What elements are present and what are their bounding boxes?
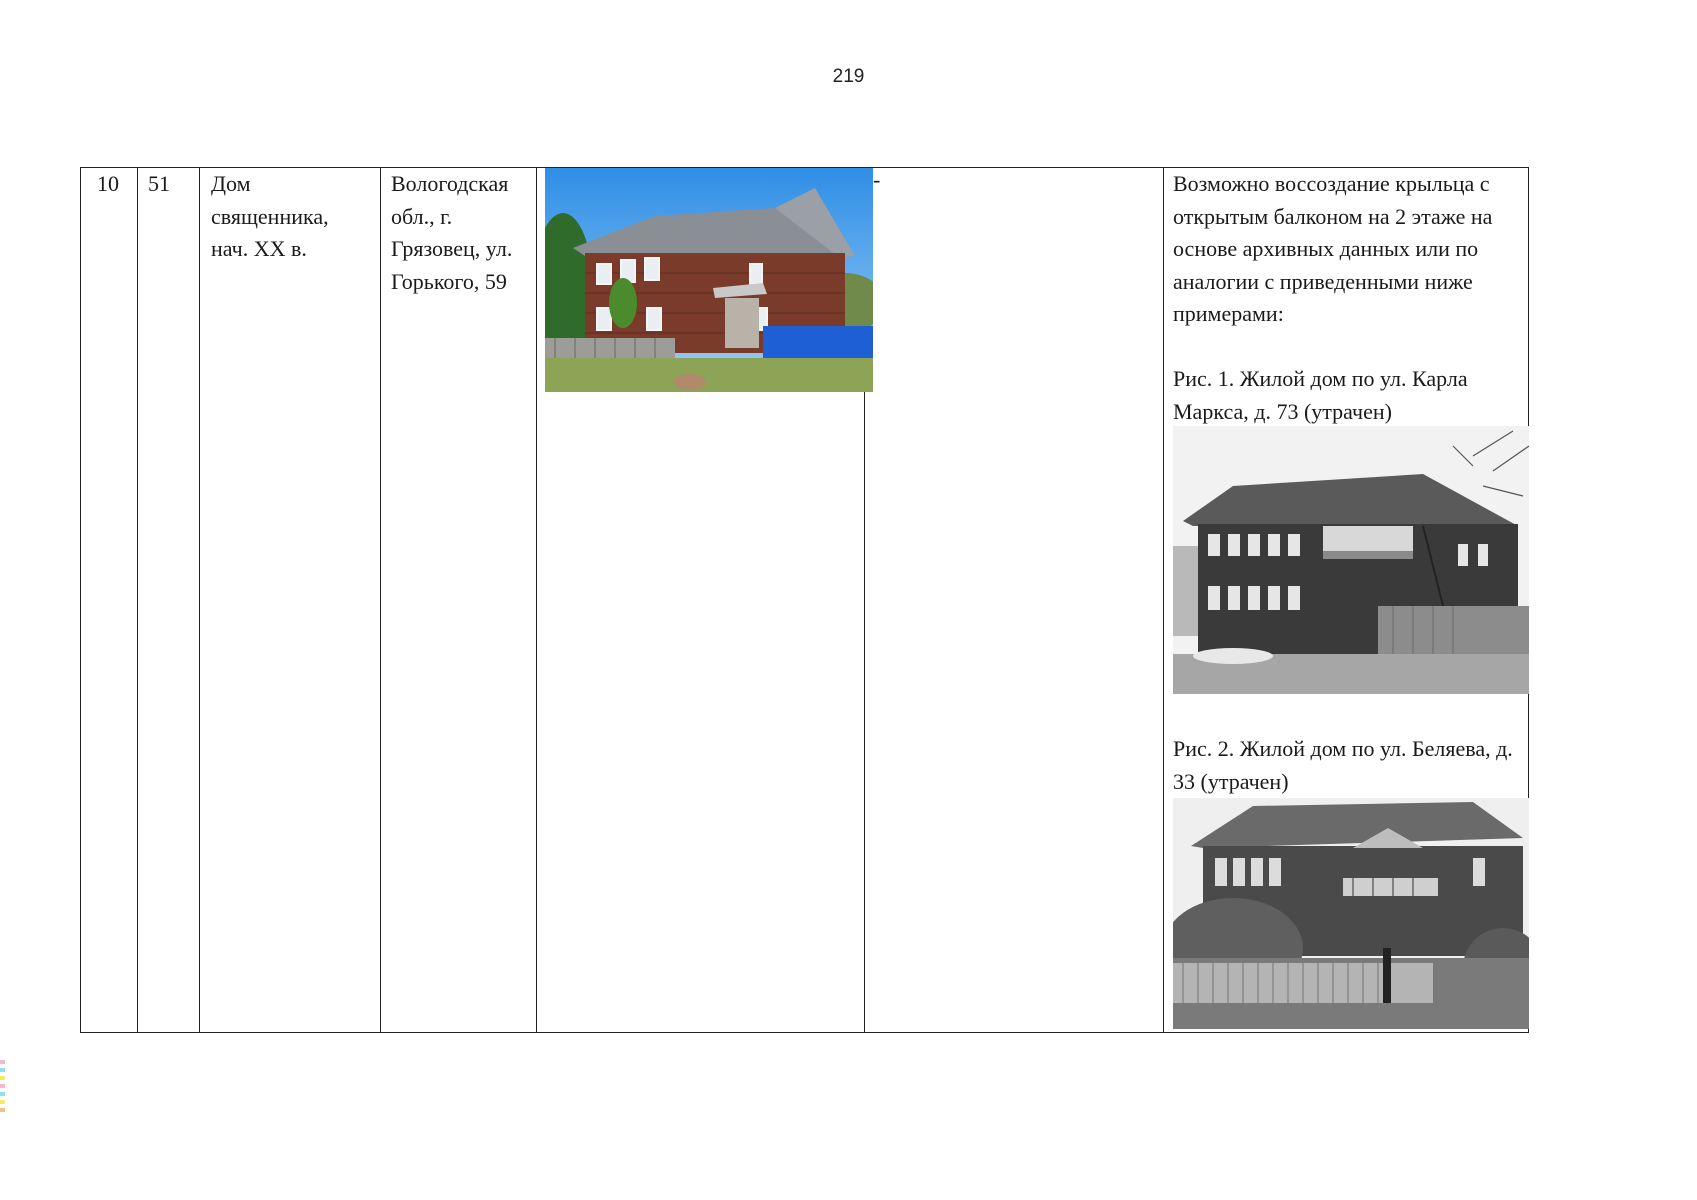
scan-color-marks bbox=[0, 1060, 6, 1190]
house-photo bbox=[545, 168, 873, 392]
empty-cell-dash: - bbox=[873, 167, 881, 192]
column-divider bbox=[380, 168, 381, 1032]
object-name: Дом священника, нач. XX в. bbox=[211, 171, 329, 261]
caption-fig-1: Рис. 1. Жилой дом по ул. Карла Маркса, д. 73 (утрачен) bbox=[1173, 366, 1468, 424]
caption-fig-2: Рис. 2. Жилой дом по ул. Беляева, д. 33 (утрачен) bbox=[1173, 736, 1513, 794]
recommendation-text: Возможно воссоздание крыльца с открытым балконом на 2 этаже на основе архивных данных или по аналогии с приведенными ниже примерами: bbox=[1173, 171, 1493, 326]
column-divider bbox=[199, 168, 200, 1032]
object-address: Вологодская обл., г. Грязовец, ул. Горького, 59 bbox=[391, 171, 513, 294]
column-divider bbox=[1163, 168, 1164, 1032]
row-number: 10 bbox=[97, 171, 119, 196]
archive-photo-belyaeva-33 bbox=[1173, 798, 1529, 1029]
registry-number: 51 bbox=[148, 171, 170, 196]
column-divider bbox=[137, 168, 138, 1032]
page-number: 219 bbox=[832, 66, 865, 87]
column-divider bbox=[536, 168, 537, 1032]
archive-photo-karl-marx-73 bbox=[1173, 426, 1529, 694]
